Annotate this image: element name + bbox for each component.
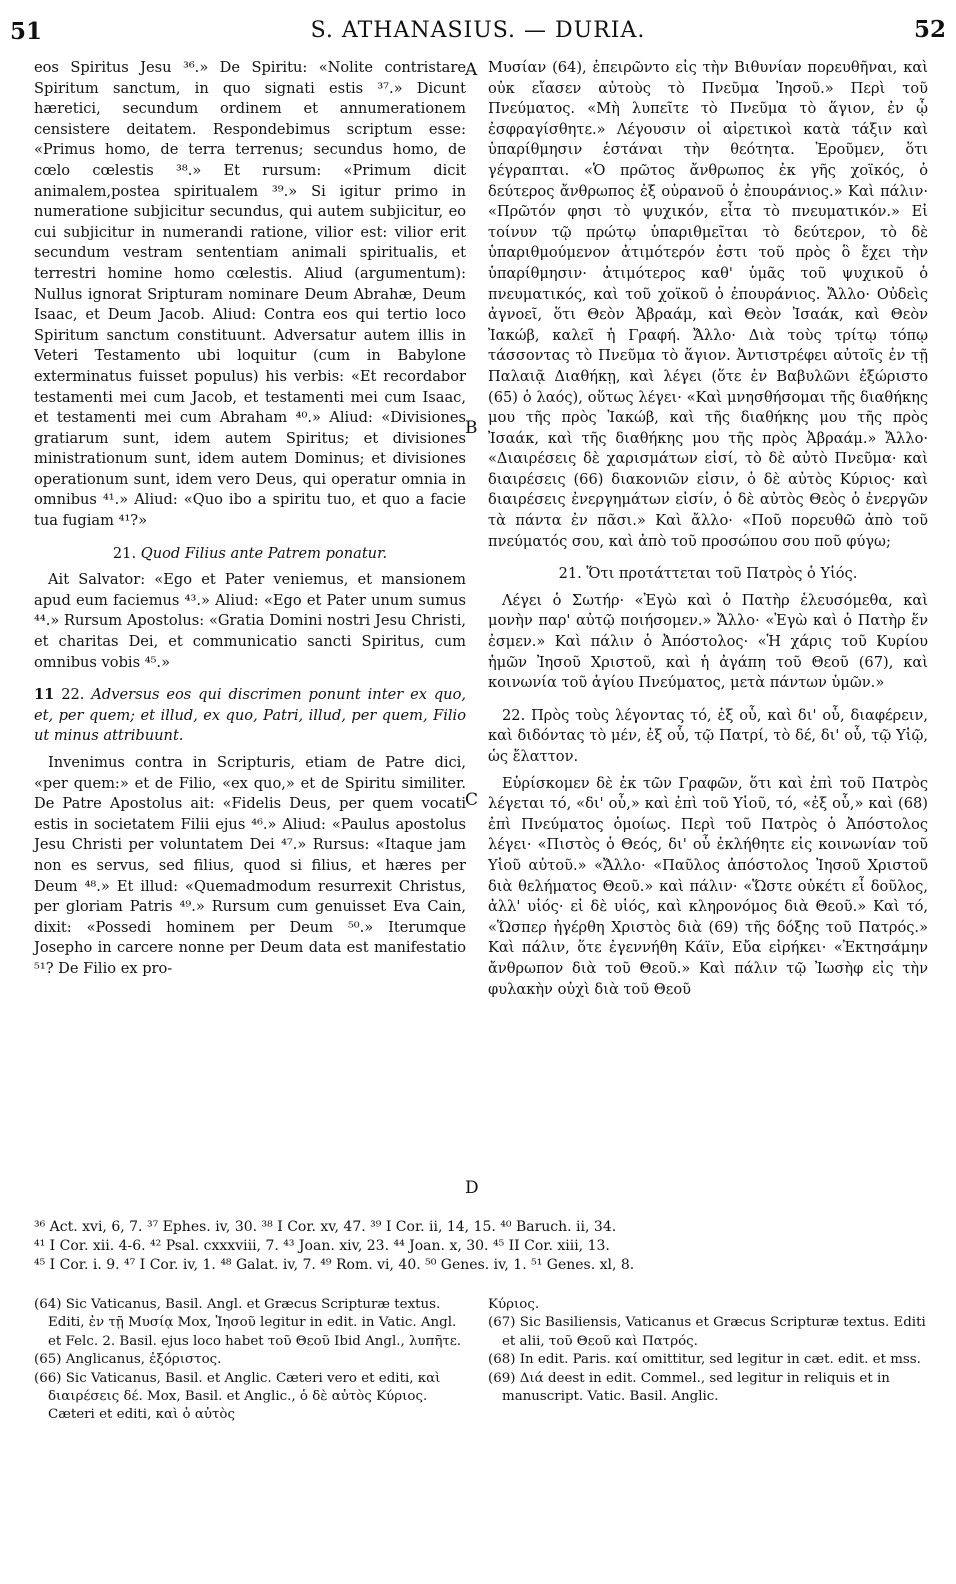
greek-paragraph: Μυσίαν (64), ἐπειρῶντο εἰς τὴν Βιθυνίαν πορευθῆναι, καὶ οὐκ εἴασεν αὐτοὺς τὸ Πνεῦμα Ἰησοῦ.» Περὶ τοῦ Πνεύματος. «Μὴ λυπεῖτε τὸ Πνεῦμα τὸ ἅγιον, ἐν ᾧ ἐσφραγίσθητε.» Λέγουσιν οἱ αἱρετικοὶ κατὰ τάξιν καὶ ὑπαρίθμησιν ἑστάναι τὴν θεότητα. Ἐροῦμεν, ὅτι γέγραπται. «Ὁ πρῶτος ἄνθρωπος ἐκ γῆς χοϊκός, ὁ δεύτερος ἄνθρωπος ἐξ οὐρανοῦ ὁ ἐπουράνιος.» Καὶ πάλιν· «Πρῶτόν φησι τὸ ψυχικόν, εἶτα τὸ πνευματικόν.» Εἰ τοίνυν τῷ πρώτῳ ὑπαριθμεῖται τὸ δεύτερον, τὸ δὲ ὑπαριθμούμενον ἀτιμότερόν ἐστι τοῦ πρὸς ὃ ἔχει τὴν ὑπαρίθμησιν· ἀτιμότερος καθ' ὑμᾶς τοῦ ψυχικοῦ ὁ πνευματικός, καὶ τοῦ χοϊκοῦ ὁ ἐπουράνιος. Ἄλλο· Οὐδεὶς ἀγνοεῖ, ὅτι Θεὸν Ἀβραάμ, καὶ Θεὸν Ἰσαάκ, καὶ Θεὸν Ἰακώβ, καλεῖ ἡ Γραφή. Ἄλλο· Διὰ τοὺς τρίτῳ τόπῳ τάσσοντας τὸ Πνεῦμα τὸ ἅγιον. Ἀντιστρέφει αὐτοῖς ἐν τῇ Παλαιᾷ Διαθήκῃ, καὶ λέγει (ὅτε ἐν Βαβυλῶνι ἐξώριστο (65) ὁ λαός), οὕτως λέγει· «Καὶ μνησθήσομαι τῆς διαθήκης μου τῆς πρὸς Ἰακώβ, καὶ τῆς διαθήκης μου τῆς πρὸς Ἰσαάκ, καὶ τῆς διαθήκης μου τῆς πρὸς Ἀβραάμ.» Ἄλλο· «Διαιρέσεις δὲ χαρισμάτων εἰσί, τὸ δὲ αὐτὸ Πνεῦμα· καὶ διαιρέσεις (66) διακονιῶν εἰσιν, ὁ δὲ αὐτὸς Κύριος· καὶ διαιρέσεις ἐνεργημάτων εἰσίν, ὁ δὲ αὐτὸς Θεὸς ὁ ἐνεργῶν τὰ πάντα ἐν πᾶσι.» Καὶ ἄλλο· «Ποῦ πορευθῶ ἀπὸ τοῦ πνεύματός σου, καὶ ἀπὸ τοῦ προσώπου σου ποῦ φύγω; [488,59,928,550]
section-title: Quod Filius ante Patrem ponatur. [140,544,388,562]
section-number: 21. [112,544,137,562]
footnote: (68) In edit. Paris. καί omittitur, sed legitur in cæt. edit. et mss. [488,1352,921,1368]
footnotes-right [488,1296,928,1406]
section-heading-22-greek: 22. Πρὸς τοὺς λέγοντας τό, ἐξ οὗ, καὶ δι' οὗ, διαφέρειν, καὶ διδόντας τὸ μέν, ἐξ οὗ, τῷ Πατρί, τὸ δέ, δι' οὗ, τῷ Υἱῷ, ὡς ἔλαττον. [488,706,928,765]
footnote: (67) Sic Basiliensis, Vaticanus et Græcus Scripturæ textus. Editi et alii, τοῦ Θεοῦ καὶ Πατρός. [488,1315,926,1349]
section-heading-22-latin [34,685,466,747]
scripture-references [34,1218,934,1275]
section-heading-21-latin [34,544,466,565]
page-header [10,18,946,48]
footnote: (66) Sic Vaticanus, Basil. et Anglic. Cæteri vero et editi, καὶ διαιρέσεις δέ. Mox, Basil. et Anglic., ὁ δὲ αὐτὸς Κύριος. Cæteri et editi, καὶ ὁ αὐτὸς [34,1370,441,1423]
reference-line: ⁴⁵ I Cor. i. 9. ⁴⁷ I Cor. iv, 1. ⁴⁸ Galat. iv, 7. ⁴⁹ Rom. vi, 40. ⁵⁰ Genes. iv, 1. ⁵¹ Genes. xl, 8. [34,1257,635,1273]
section-title: Adversus eos qui discrimen ponunt inter ex quo, et, per quem; et illud, ex quo, Patri, illud, per quem, Filio ut minus attribuunt. [34,686,467,745]
reference-line: ⁴¹ I Cor. xii. 4-6. ⁴² Psal. cxxxviii, 7. ⁴³ Joan. xiv, 23. ⁴⁴ Joan. x, 30. ⁴⁵ II Cor. xiii, 13. [34,1238,610,1254]
footnote: (65) Anglicanus, ἐξόριστος. [34,1352,222,1368]
latin-paragraph: Invenimus contra in Scripturis, etiam de Patre dici, «per quem:» et de Filio, «ex quo,» et de Spiritu similiter. De Patre Apostolus ait: «Fidelis Deus, per quem vocati estis in societatem Filii ejus ⁴⁶.» Aliud: «Paulus apostolus Jesu Christi per voluntatem Dei ⁴⁷.» Rursus: «Itaque jam non es servus, sed filius, quod si filius, et hæres per Deum ⁴⁸.» Et illud: «Quemadmodum resurrexit Christus, per gloriam Patris ⁴⁹.» Rursum cum genuisset Eva Cain, dixit: «Possedi hominem per Deum ⁵⁰.» Iterumque Josepho in carcere nonne per Deum data est manifestatio ⁵¹? De Filio ex pro- [34,754,466,977]
footnote: (64) Sic Vaticanus, Basil. Angl. et Græcus Scripturæ textus. Editi, ἐν τῇ Μυσίᾳ Mox, Ἰησοῦ legitur in edit. in Vatic. Angl. et Felc. 2. Basil. ejus loco habet τοῦ Θεοῦ Ibid Angl., λυπῆτε. [34,1297,462,1349]
greek-column [488,58,928,1000]
margin-letter-c: C [465,790,479,810]
latin-paragraph: eos Spiritus Jesu ³⁶.» De Spiritu: «Nolite contristare Spiritum sanctum, in quo signati estis ³⁷.» Dicunt hæretici, secundum ordinem et annumerationem censistere deitatem. Respondebimus scriptum esse: «Primus homo, de terra terrenus; secundus homo, de cœlo cœlestis ³⁸.» Et rursum: «Primum dicit animalem,postea spiritualem ³⁹.» Si igitur primo in numeratione subjicitur secundus, qui autem subjicitur, eo cui subjicitur in numerandi ratione, vilior est: vilior erit secundum vestram sententiam animali spiritualis, et terrestri homine homo cœlestis. Aliud (argumentum): Nullus ignorat Sripturam nominare Deum Abrahæ, Deum Isaac, et Deum Jacob. Aliud: Contra eos qui tertio loco Spiritum sanctum constituunt. Adversatur autem illis in Veteri Testamento ubi loquitur (cum in Babylone exterminatus fuisset populus) his verbis: «Et recordabor testamenti mei cum Jacob, et testamenti mei cum Isaac, et testamenti mei cum Abraham ⁴⁰.» Aliud: «Divisiones gratiarum sunt, idem autem Spiritus; et divisiones ministrationum sunt, idem autem Dominus; et divisiones operationum sunt, idem vero Deus, qui operatur omnia in omnibus ⁴¹.» Aliud: «Quo ibo a spiritu tuo, et quo a facie tua fugiam ⁴¹?» [34,59,466,530]
margin-letter-a: A [465,60,478,80]
latin-column [34,58,466,980]
section-number: 22. [61,686,85,704]
running-title: S. ATHANASIUS. — DURIA. [310,18,646,43]
margin-letter-b: B [465,418,478,438]
reference-line: ³⁶ Act. xvi, 6, 7. ³⁷ Ephes. iv, 30. ³⁸ I Cor. xv, 47. ³⁹ I Cor. ii, 14, 15. ⁴⁰ Baruch. ii, 34. [34,1219,617,1235]
footnotes-left [34,1296,466,1425]
page-number-right: 52 [913,16,946,43]
column-mark: 11 [34,686,55,704]
footnote: Κύριος. [488,1297,540,1312]
greek-paragraph: Λέγει ὁ Σωτήρ· «Ἐγὼ καὶ ὁ Πατὴρ ἐλευσόμεθα, καὶ μονὴν παρ' αὐτῷ ποιήσομεν.» Ἄλλο· «Ἐγὼ καὶ ὁ Πατὴρ ἕν ἐσμεν.» Καὶ πάλιν ὁ Ἀπόστολος· «Ἡ χάρις τοῦ Κυρίου ἡμῶν Ἰησοῦ Χριστοῦ, καὶ ἡ ἀγάπη τοῦ Θεοῦ (67), καὶ κοινωνία τοῦ ἁγίου Πνεύματος, μετὰ πάντων ὑμῶν.» [488,591,928,692]
page-number-left: 51 [10,18,43,45]
section-heading-21-greek: 21. Ὅτι προτάττεται τοῦ Πατρὸς ὁ Υἱός. [558,565,858,583]
footnote: (69) Διά deest in edit. Commel., sed legitur in reliquis et in manuscript. Vatic. Basil. Anglic. [488,1370,890,1405]
margin-letter-d: D [465,1178,479,1198]
latin-paragraph: Ait Salvator: «Ego et Pater veniemus, et mansionem apud eum faciemus ⁴³.» Aliud: «Ego et Pater unum sumus ⁴⁴.» Rursum Apostolus: «Gratia Domini nostri Jesu Christi, et charitas Dei, et communicatio sancti Spiritus, cum omnibus vobis ⁴⁵.» [34,571,466,671]
greek-paragraph: Εὑρίσκομεν δὲ ἐκ τῶν Γραφῶν, ὅτι καὶ ἐπὶ τοῦ Πατρὸς λέγεται τό, «δι' οὗ,» καὶ ἐπὶ τοῦ Υἱοῦ, τό, «ἐξ οὗ,» καὶ (68) ἐπὶ Πνεύματος ὁμοίως. Περὶ τοῦ Πατρὸς ὁ Ἀπόστολος λέγει· «Πιστὸς ὁ Θεός, δι' οὗ ἐκλήθητε εἰς κοινωνίαν τοῦ Υἱοῦ αὐτοῦ.» «Ἄλλο· «Παῦλος ἀπόστολος Ἰησοῦ Χριστοῦ διὰ θελήματος Θεοῦ.» καὶ πάλιν· «Ὥστε οὐκέτι εἶ δοῦλος, ἀλλ' υἱός· εἰ δὲ υἱός, καὶ κληρονόμος διὰ Θεοῦ.» Καὶ τό, «Ὥσπερ ἠγέρθη Χριστὸς διὰ (69) τῆς δόξης τοῦ Πατρός.» Καὶ πάλιν, ὅτε ἐγεννήθη Κάϊν, Εὔα εἰρήκει· «Ἐκτησάμην ἄνθρωπον διὰ τοῦ Θεοῦ.» Καὶ πάλιν τῷ Ἰωσὴφ εἰς τὴν φυλακὴν οὐχὶ διὰ τοῦ Θεοῦ [488,774,928,998]
